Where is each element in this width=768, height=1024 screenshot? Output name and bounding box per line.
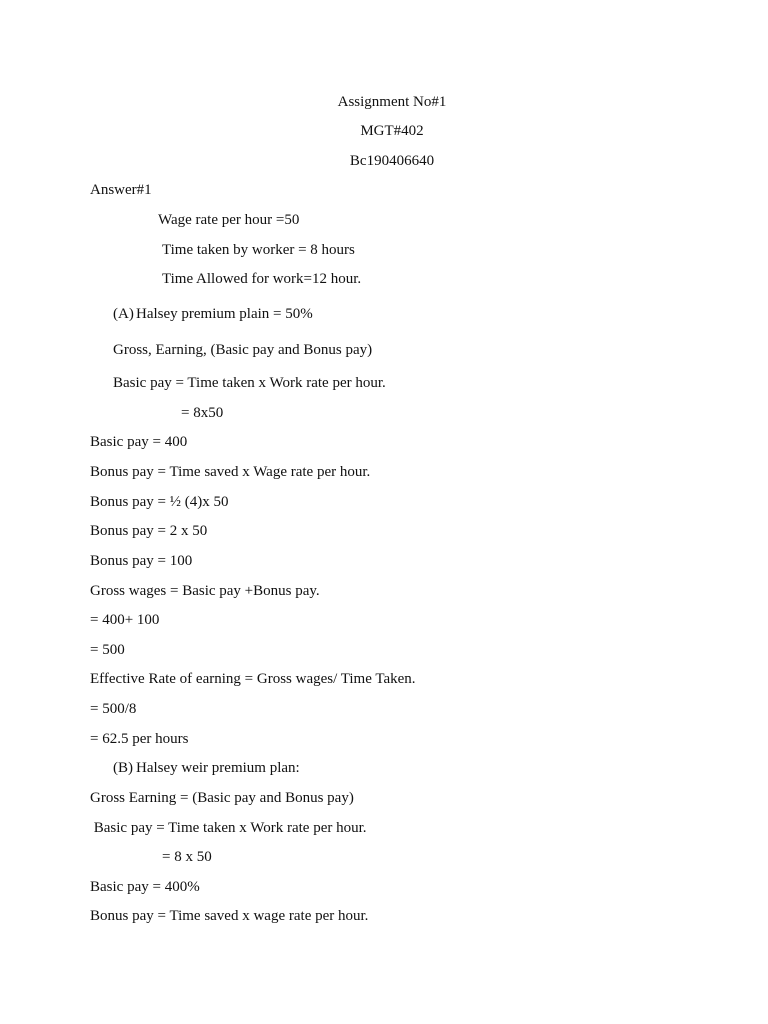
part-a-effective-rate-result: = 62.5 per hours xyxy=(90,731,189,747)
part-a-gross-wages-calc: = 400+ 100 xyxy=(90,612,160,628)
part-a-effective-rate-formula: Effective Rate of earning = Gross wages/ Time Taken. xyxy=(90,671,416,687)
part-a-basic-pay-calc: = 8x50 xyxy=(181,405,224,421)
part-b-basic-pay-calc: = 8 x 50 xyxy=(162,849,212,865)
part-a-bonus-formula: Bonus pay = Time saved x Wage rate per hour. xyxy=(90,464,371,480)
part-b-gross-earning: Gross Earning = (Basic pay and Bonus pay) xyxy=(90,790,354,806)
given-time-allowed: Time Allowed for work=12 hour. xyxy=(162,271,362,287)
part-a-heading xyxy=(113,305,313,323)
part-a-label: (A) xyxy=(113,306,134,322)
part-a-heading-text: Halsey premium plain = 50% xyxy=(136,306,313,322)
part-a-gross-earning: Gross, Earning, (Basic pay and Bonus pay) xyxy=(113,342,373,358)
assignment-title: Assignment No#1 xyxy=(337,94,447,110)
part-a-effective-rate-calc: = 500/8 xyxy=(90,701,137,717)
part-a-bonus-result: Bonus pay = 100 xyxy=(90,553,193,569)
given-time-taken: Time taken by worker = 8 hours xyxy=(162,242,355,258)
part-b-label: (B) xyxy=(113,760,133,776)
part-b-heading-text: Halsey weir premium plan: xyxy=(136,760,300,776)
answer-heading: Answer#1 xyxy=(90,182,152,198)
course-code: MGT#402 xyxy=(360,123,424,139)
part-b-basic-pay-formula: Basic pay = Time taken x Work rate per hour. xyxy=(90,820,367,836)
given-wage-rate: Wage rate per hour =50 xyxy=(158,212,300,228)
part-a-bonus-step1: Bonus pay = ½ (4)x 50 xyxy=(90,494,229,510)
part-b-bonus-formula: Bonus pay = Time saved x wage rate per hour. xyxy=(90,908,369,924)
part-b-heading xyxy=(113,759,300,777)
part-b-basic-pay-result: Basic pay = 400% xyxy=(90,879,200,895)
part-a-gross-wages-result: = 500 xyxy=(90,642,125,658)
part-a-bonus-step2: Bonus pay = 2 x 50 xyxy=(90,523,208,539)
part-a-basic-pay-result: Basic pay = 400 xyxy=(90,434,188,450)
part-a-gross-wages-formula: Gross wages = Basic pay +Bonus pay. xyxy=(90,583,320,599)
student-id: Bc190406640 xyxy=(349,153,435,169)
part-a-basic-pay-formula: Basic pay = Time taken x Work rate per hour. xyxy=(113,375,386,391)
